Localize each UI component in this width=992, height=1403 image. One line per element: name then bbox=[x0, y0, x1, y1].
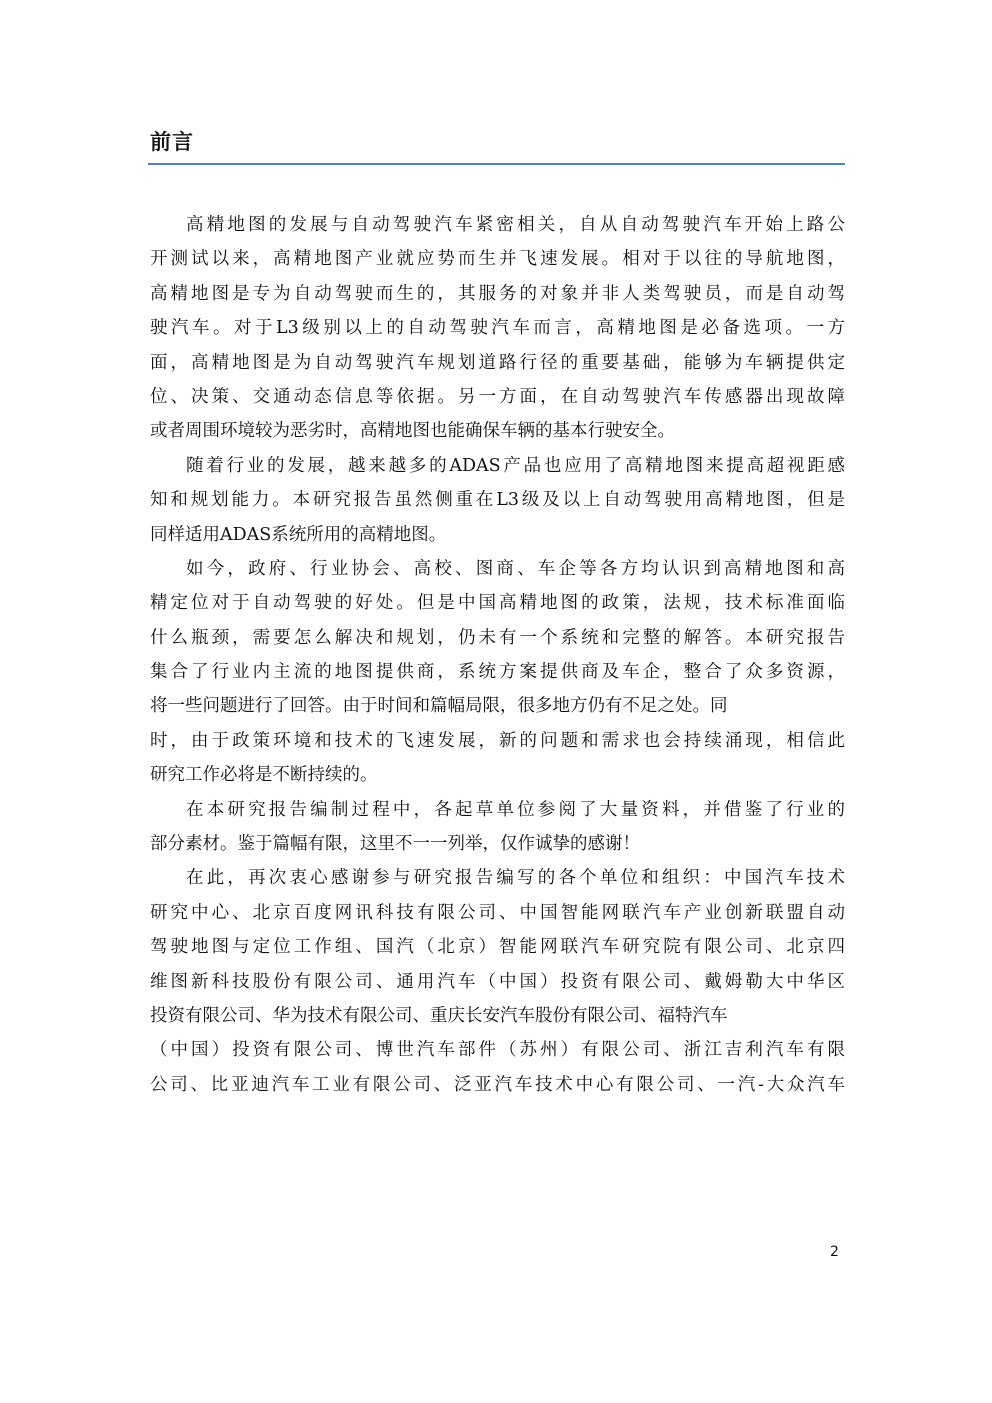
text-line: 在本研究报告编制过程中，各起草单位参阅了大量资料，并借鉴了行业的 bbox=[186, 799, 845, 820]
text-line: （中国）投资有限公司、博世汽车部件（苏州）有限公司、浙江吉利汽车有限 bbox=[150, 1040, 845, 1061]
body-text bbox=[150, 208, 845, 1102]
text-line: 集合了行业内主流的地图提供商，系统方案提供商及车企，整合了众多资源， bbox=[150, 662, 845, 683]
text-line: 维图新科技股份有限公司、通用汽车（中国）投资有限公司、戴姆勒大中华区 bbox=[150, 971, 845, 992]
text-line: 公司、比亚迪汽车工业有限公司、泛亚汽车技术中心有限公司、一汽-大众汽车 bbox=[150, 1074, 845, 1095]
section-heading: 前言 bbox=[150, 130, 194, 154]
text-line: 在此，再次衷心感谢参与研究报告编写的各个单位和组织：中国汽车技术 bbox=[186, 868, 845, 889]
text-line: 将一些问题进行了回答。由于时间和篇幅局限，很多地方仍有不足之处。同 bbox=[150, 696, 728, 717]
text-line: 随着行业的发展，越来越多的ADAS产品也应用了高精地图来提高超视距感 bbox=[186, 455, 845, 476]
text-line: 投资有限公司、华为技术有限公司、重庆长安汽车股份有限公司、福特汽车 bbox=[150, 1005, 728, 1026]
text-line: 精定位对于自动驾驶的好处。但是中国高精地图的政策，法规，技术标准面临 bbox=[150, 593, 845, 614]
text-line: 驾驶地图与定位工作组、国汽（北京）智能网联汽车研究院有限公司、北京四 bbox=[150, 937, 845, 958]
text-line: 如今，政府、行业协会、高校、图商、车企等各方均认识到高精地图和高 bbox=[186, 558, 845, 579]
text-line: 时，由于政策环境和技术的飞速发展，新的问题和需求也会持续涌现，相信此 bbox=[150, 730, 845, 751]
page-number: 2 bbox=[830, 1244, 839, 1260]
text-line: 研究中心、北京百度网讯科技有限公司、中国智能网联汽车产业创新联盟自动 bbox=[150, 902, 845, 923]
text-line: 驶汽车。对于L3级别以上的自动驾驶汽车而言，高精地图是必备选项。一方 bbox=[150, 318, 845, 339]
text-line: 开测试以来，高精地图产业就应势而生并飞速发展。相对于以往的导航地图， bbox=[150, 249, 845, 270]
heading-divider bbox=[148, 163, 845, 165]
text-line: 知和规划能力。本研究报告虽然侧重在L3级及以上自动驾驶用高精地图，但是 bbox=[150, 490, 845, 511]
text-line: 部分素材。鉴于篇幅有限，这里不一一列举，仅作诚挚的感谢！ bbox=[150, 834, 640, 855]
text-line: 高精地图的发展与自动驾驶汽车紧密相关，自从自动驾驶汽车开始上路公 bbox=[186, 215, 845, 235]
text-line: 高精地图是专为自动驾驶而生的，其服务的对象并非人类驾驶员，而是自动驾 bbox=[150, 283, 845, 304]
text-line: 研究工作必将是不断持续的。 bbox=[150, 765, 378, 786]
text-line: 什么瓶颈，需要怎么解决和规划，仍未有一个系统和完整的解答。本研究报告 bbox=[150, 627, 845, 648]
text-line: 或者周围环境较为恶劣时，高精地图也能确保车辆的基本行驶安全。 bbox=[150, 421, 675, 442]
text-line: 面，高精地图是为自动驾驶汽车规划道路行径的重要基础，能够为车辆提供定 bbox=[150, 352, 845, 373]
text-line: 位、决策、交通动态信息等依据。另一方面，在自动驾驶汽车传感器出现故障 bbox=[150, 386, 845, 407]
text-line: 同样适用ADAS系统所用的高精地图。 bbox=[150, 524, 447, 545]
